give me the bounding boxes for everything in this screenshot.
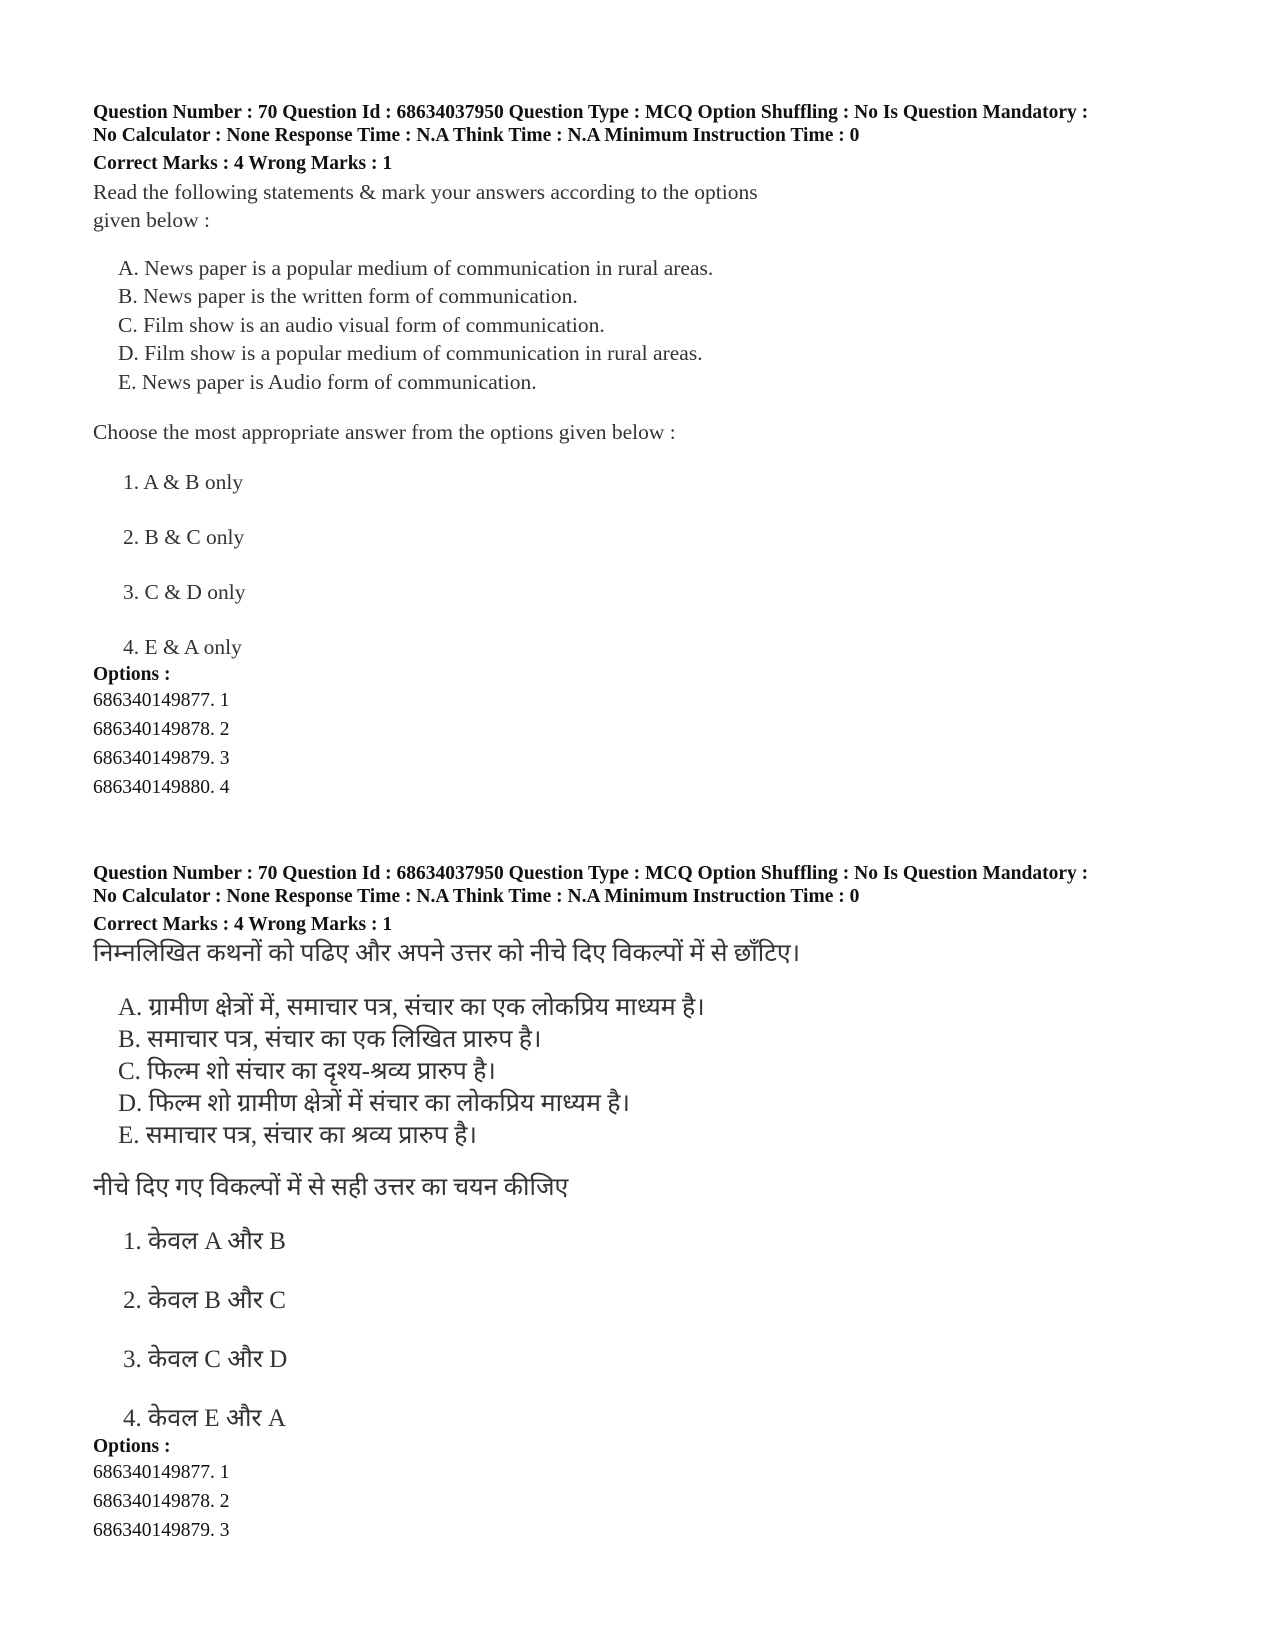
option-id-1: 686340149877. 1 <box>93 1462 230 1483</box>
question-meta-line-1: Question Number : 70 Question Id : 68634037950 Question Type : MCQ Option Shuffling : No Is Question Mandatory : <box>93 863 1089 884</box>
answer-choice-list <box>123 468 1213 663</box>
option-id-1: 686340149877. 1 <box>93 690 230 712</box>
answer-choice-2: 2. B & C only <box>123 525 245 550</box>
question-block-english <box>93 101 1213 802</box>
option-id-3: 686340149879. 3 <box>93 1520 230 1541</box>
answer-choice-list <box>123 1226 1213 1435</box>
statement-list <box>118 254 1213 396</box>
question-meta-line-1: Question Number : 70 Question Id : 68634037950 Question Type : MCQ Option Shuffling : No Is Question Mandatory : <box>93 102 1089 123</box>
marks-line: Correct Marks : 4 Wrong Marks : 1 <box>93 153 393 174</box>
answer-choice-3: 3. C & D only <box>123 580 246 605</box>
answer-choice-4: 4. E & A only <box>123 635 242 660</box>
options-label: Options : <box>93 1436 171 1457</box>
answer-choice-1: 1. केवल A और B <box>123 1228 286 1255</box>
choose-instruction: नीचे दिए गए विकल्पों में से सही उत्तर का चयन कीजिए <box>93 1174 569 1201</box>
option-id-3: 686340149879. 3 <box>93 748 230 770</box>
option-id-2: 686340149878. 2 <box>93 1491 230 1512</box>
statement-c: C. फिल्म शो संचार का दृश्य-श्रव्य प्रारुप है। <box>118 1058 496 1085</box>
statement-e: E. News paper is Audio form of communication. <box>118 369 537 394</box>
statement-a: A. News paper is a popular medium of communication in rural areas. <box>118 256 714 280</box>
option-id-2: 686340149878. 2 <box>93 719 230 741</box>
answer-choice-2: 2. केवल B और C <box>123 1287 286 1314</box>
statement-b: B. समाचार पत्र, संचार का एक लिखित प्रारुप है। <box>118 1026 542 1053</box>
statement-a: A. ग्रामीण क्षेत्रों में, समाचार पत्र, संचार का एक लोकप्रिय माध्यम है। <box>118 994 705 1021</box>
question-text: निम्नलिखित कथनों को पढिए और अपने उत्तर को नीचे दिए विकल्पों में से छाँटिए। <box>93 940 801 967</box>
answer-choice-4: 4. केवल E और A <box>123 1405 286 1432</box>
choose-instruction: Choose the most appropriate answer from the options given below : <box>93 420 676 445</box>
statement-list <box>118 992 1213 1152</box>
statement-d: D. फिल्म शो ग्रामीण क्षेत्रों में संचार का लोकप्रिय माध्यम है। <box>118 1090 630 1117</box>
question-meta-line-2: No Calculator : None Response Time : N.A Think Time : N.A Minimum Instruction Time : 0 <box>93 886 860 907</box>
statement-b: B. News paper is the written form of communication. <box>118 284 578 309</box>
marks-line: Correct Marks : 4 Wrong Marks : 1 <box>93 914 393 935</box>
question-text-line-2: given below : <box>93 208 211 232</box>
question-block-hindi <box>93 862 1213 1545</box>
question-text <box>93 178 1213 234</box>
statement-c: C. Film show is an audio visual form of communication. <box>118 312 605 337</box>
options-label: Options : <box>93 664 171 686</box>
answer-choice-3: 3. केवल C और D <box>123 1346 288 1373</box>
question-meta-line-2: No Calculator : None Response Time : N.A Think Time : N.A Minimum Instruction Time : 0 <box>93 125 860 146</box>
option-id-list <box>93 686 1213 802</box>
question-text-line-1: Read the following statements & mark your answers according to the options <box>93 180 758 204</box>
statement-d: D. Film show is a popular medium of communication in rural areas. <box>118 341 703 366</box>
option-id-list <box>93 1458 1213 1545</box>
statement-e: E. समाचार पत्र, संचार का श्रव्य प्रारुप है। <box>118 1122 477 1149</box>
answer-choice-1: 1. A & B only <box>123 470 244 495</box>
option-id-4: 686340149880. 4 <box>93 777 230 799</box>
